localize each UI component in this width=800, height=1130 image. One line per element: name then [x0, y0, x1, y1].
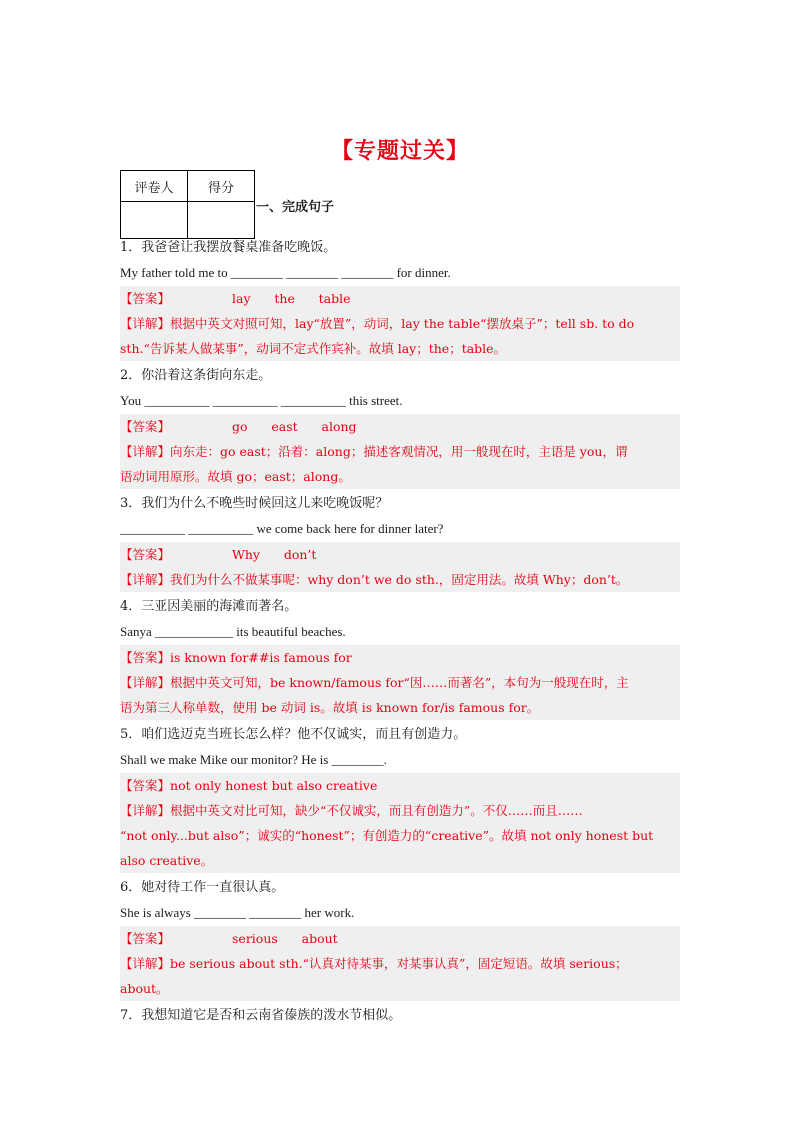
- question-2-detail-line-2: 语动词用原形。故填 go；east；along。: [120, 469, 351, 484]
- question-5-detail-line-1: 根据中英文对比可知，缺少“不仅诚实，而且有创造力”。不仅……而且……: [170, 803, 583, 818]
- question-6-prompt: 6．她对待工作一直很认真。: [120, 880, 285, 895]
- question-5-detail-line-3: also creative。: [120, 853, 214, 868]
- question-3-sentence: __________ __________ we come back here for dinner later?: [120, 521, 444, 536]
- detail-tag: 【详解】: [120, 675, 171, 690]
- question-list: [120, 235, 680, 1028]
- question-1-detail-line-2: sth.“告诉某人做某事”，动词不定式作宾补。故填 lay；the；table。: [120, 341, 507, 356]
- question-5-answer-box: [120, 773, 680, 873]
- detail-tag: 【详解】: [120, 444, 171, 459]
- score-cell: [188, 202, 255, 239]
- question-2-prompt: 2．你沿着这条街向东走。: [120, 368, 272, 383]
- grader-header: 评卷人: [121, 171, 188, 202]
- question-2-answer: go east along: [232, 419, 357, 434]
- question-3-prompt: 3．我们为什么不晚些时候回这儿来吃晚饭呢？: [120, 496, 389, 511]
- page-title: 【专题过关】: [330, 139, 469, 164]
- answer-tag: 【答案】: [120, 419, 171, 434]
- answer-tag: 【答案】: [120, 291, 171, 306]
- question-2-detail-line-1: 向东走：go east；沿着：along；描述客观情况，用一般现在时，主语是 you，谓: [170, 444, 628, 459]
- question-5-answer: not only honest but also creative: [170, 778, 378, 793]
- question-3-detail-line-1: 我们为什么不做某事呢：why don’t we do sth.，固定用法。故填 Why；don’t。: [170, 572, 629, 587]
- answer-tag: 【答案】: [120, 650, 171, 665]
- question-6-detail-line-1: be serious about sth.“认真对待某事，对某事认真”，固定短语。故填 serious；: [170, 956, 628, 971]
- question-1-answer: lay the table: [232, 291, 351, 306]
- score-header: 得分: [188, 171, 255, 202]
- question-2-answer-box: [120, 414, 680, 489]
- question-1-answer-box: [120, 286, 680, 361]
- question-4-answer-box: [120, 645, 680, 720]
- grader-cell: [121, 202, 188, 239]
- question-4-prompt: 4．三亚因美丽的海滩而著名。: [120, 599, 298, 614]
- question-1-prompt: 1．我爸爸让我摆放餐桌准备吃晚饭。: [120, 240, 337, 255]
- answer-tag: 【答案】: [120, 547, 171, 562]
- question-2-sentence: You __________ __________ __________ this street.: [120, 393, 403, 408]
- question-6-answer: serious about: [232, 931, 338, 946]
- detail-tag: 【详解】: [120, 956, 171, 971]
- question-4-answer: is known for##is famous for: [170, 650, 352, 665]
- answer-tag: 【答案】: [120, 778, 171, 793]
- question-5-detail-line-2: “not only...but also”；诚实的“honest”；有创造力的“creative”。故填 not only honest but: [120, 828, 654, 843]
- question-1-detail-line-1: 根据中英文对照可知，lay“放置”，动词，lay the table“摆放桌子”；tell sb. to do: [170, 316, 635, 331]
- answer-tag: 【答案】: [120, 931, 171, 946]
- question-5-prompt: 5．咱们选迈克当班长怎么样？他不仅诚实，而且有创造力。: [120, 727, 467, 742]
- detail-tag: 【详解】: [120, 316, 171, 331]
- question-6-detail-line-2: about。: [120, 981, 169, 996]
- detail-tag: 【详解】: [120, 572, 171, 587]
- question-5-sentence: Shall we make Mike our monitor? He is ________.: [120, 752, 387, 767]
- question-3-answer: Why don’t: [232, 547, 317, 562]
- question-7-prompt: 7．我想知道它是否和云南省傣族的泼水节相似。: [120, 1008, 402, 1023]
- question-3-answer-box: [120, 542, 680, 592]
- score-table: [120, 170, 255, 239]
- question-1-sentence: My father told me to ________ ________ ________ for dinner.: [120, 265, 451, 280]
- question-6-answer-box: [120, 926, 680, 1001]
- detail-tag: 【详解】: [120, 803, 171, 818]
- question-6-sentence: She is always ________ ________ her work.: [120, 905, 355, 920]
- section-title: 一、完成句子: [256, 200, 335, 215]
- question-4-detail-line-1: 根据中英文可知，be known/famous for“因……而著名”，本句为一般现在时，主: [170, 675, 629, 690]
- question-4-sentence: Sanya ____________ its beautiful beaches.: [120, 624, 346, 639]
- question-4-detail-line-2: 语为第三人称单数，使用 be 动词 is。故填 is known for/is famous for。: [120, 700, 540, 715]
